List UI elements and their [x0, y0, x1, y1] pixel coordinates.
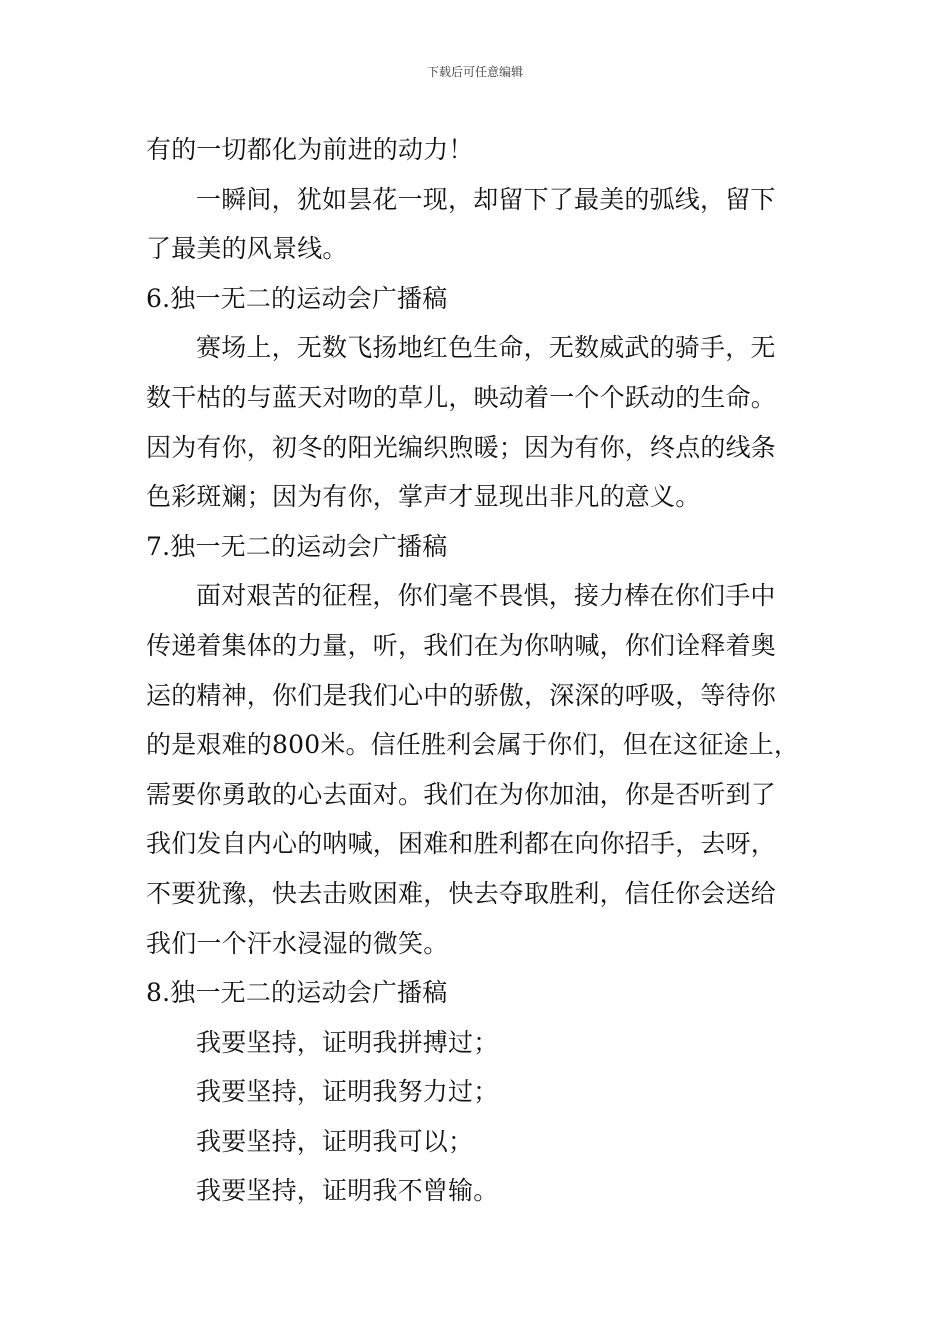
section-heading: 6.独一无二的运动会广播稿: [146, 283, 448, 313]
text-line: 因为有你，初冬的阳光编织煦暖；因为有你，终点的线条: [146, 432, 777, 462]
paragraph-line: 我要坚持，证明我不曾输。: [196, 1176, 499, 1206]
paragraph-line: 一瞬间，犹如昙花一现，却留下了最美的弧线，留下: [196, 184, 776, 214]
paragraph-line: 面对艰苦的征程，你们毫不畏惧，接力棒在你们手中: [196, 581, 776, 611]
text-line: 了最美的风景线。: [146, 234, 348, 264]
text-line: 数干枯的与蓝天对吻的草儿，映动着一个个跃动的生命。: [146, 382, 777, 412]
text-line: 我们发自内心的呐喊，困难和胜利都在向你招手，去呀，: [146, 829, 777, 859]
text-line: 色彩斑斓；因为有你，掌声才显现出非凡的意义。: [146, 482, 701, 512]
text-line: 我们一个汗水浸湿的微笑。: [146, 928, 449, 958]
text-line: 的是艰难的800米。信任胜利会属于你们，但在这征途上，: [146, 730, 800, 760]
page-header: 下载后可任意编辑: [426, 65, 523, 79]
paragraph-line: 我要坚持，证明我可以；: [196, 1126, 474, 1156]
text-line: 不要犹豫，快去击败困难，快去夺取胜利，信任你会送给: [146, 878, 777, 908]
text-line: 传递着集体的力量，听，我们在为你呐喊，你们诠释着奥: [146, 630, 777, 660]
section-heading: 8.独一无二的运动会广播稿: [146, 978, 448, 1008]
paragraph-line: 我要坚持，证明我拼搏过；: [196, 1027, 499, 1057]
document-body: [146, 128, 810, 1219]
paragraph-line: 赛场上，无数飞扬地红色生命，无数威武的骑手，无: [196, 333, 776, 363]
section-heading: 7.独一无二的运动会广播稿: [146, 531, 448, 561]
text-line: 运的精神，你们是我们心中的骄傲，深深的呼吸，等待你: [146, 680, 777, 710]
paragraph-line: 我要坚持，证明我努力过；: [196, 1077, 499, 1107]
text-line: 需要你勇敢的心去面对。我们在为你加油，你是否听到了: [146, 779, 777, 809]
text-line: 有的一切都化为前进的动力！: [146, 135, 474, 164]
